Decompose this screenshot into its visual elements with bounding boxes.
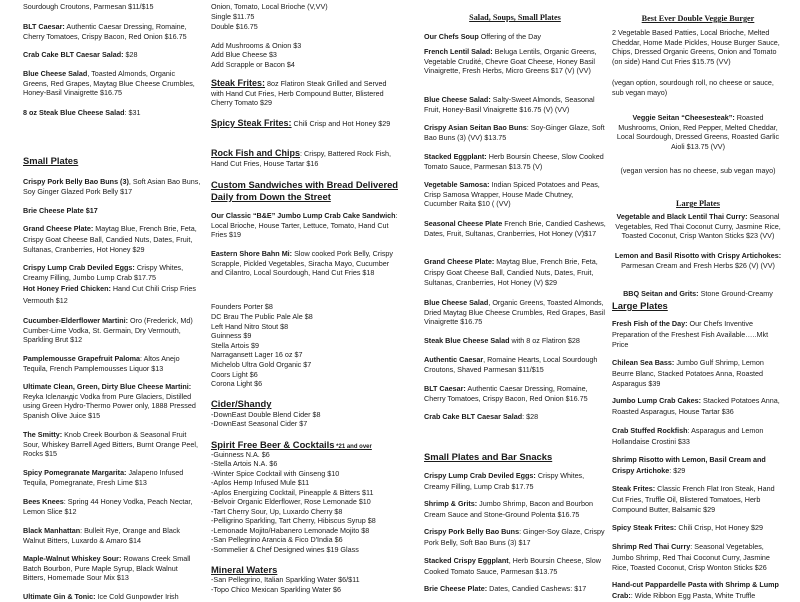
menu-item-description: Crispy Whites, Creamy Filling, Lump Crab $17.75 [424, 471, 585, 491]
menu-item-description: Offering of the Day [478, 32, 541, 41]
section-heading [211, 179, 401, 202]
section-heading-text: Mineral Waters [211, 564, 278, 575]
menu-item-description: : $28 [522, 412, 539, 421]
menu-item-description: Rowans Creek Small Batch Bourbon, Pure Maple Syrup, Black Walnut Bitters, Homemade Sour Mix $13 [23, 554, 191, 583]
menu-item-description: 8oz Flatiron Steak Grilled and Served with Hand Cut Fries, Herb Compound Butter, Blistered Cherry Tomato $29 [211, 79, 387, 108]
menu-line: -Stella Artois N.A. $6 [211, 459, 278, 468]
menu-column-1 [23, 0, 201, 600]
menu-item-name: Chilean Sea Bass: [612, 358, 675, 367]
section-heading-text: Small Plates and Bar Snacks [424, 451, 553, 462]
menu-item-name: Spicy Pomegranate Margarita: [23, 468, 127, 477]
menu-item-description: Stacked Potatoes Anna, Roasted Asparagus, House Tartar $36 [612, 396, 780, 416]
menu-item [424, 298, 606, 327]
menu-item-name: French Lentil Salad: [424, 47, 493, 56]
menu-item [23, 497, 201, 516]
menu-line: Add Blue Cheese $3 [211, 50, 277, 59]
menu-item-description: Jumbo Shrimp, Bacon and Bourbon Cream Sauce and Stone-Ground Polenta $16.75 [424, 499, 593, 519]
menu-item [23, 206, 201, 216]
menu-line: Corona Light $6 [211, 379, 263, 388]
menu-item [424, 384, 606, 403]
menu-item-description: , Soft Asian Bao Buns, Soy Ginger Glazed Pork Belly $17 [23, 177, 201, 196]
menu-item [612, 358, 784, 390]
menu-line: Stella Artois $9 [211, 341, 259, 350]
menu-item-description: Jalapeno Infused Tequila, Pomegranate, Fresh Lime $13 [23, 468, 184, 487]
menu-item-description: : Bulleit Rye, Orange and Black Walnut Bitters, Luxardo & Amaro $14 [23, 526, 181, 545]
menu-item [612, 396, 784, 417]
menu-item-description: : Spring 44 Honey Vodka, Peach Nectar, Lemon Slice $12 [23, 497, 193, 516]
menu-line: -San Pellegrino Arancia & Fico D'India $6 [211, 535, 343, 544]
menu-item [612, 484, 784, 516]
menu-item-description: Knob Creek Bourbon & Seasonal Fruit Sour, Whiskey Barrell Aged Bitters, Burnt Orange Peel, Rocks $15 [23, 430, 198, 459]
menu-item [424, 527, 606, 548]
menu-item-description: with 8 oz Flatiron $28 [509, 336, 580, 345]
menu-item-name: Steak Blue Cheese Salad [424, 336, 510, 345]
menu-item-description: Slow cooked Pork Belly, Crispy Scrapple, Pickled Vegetables, Siracha Mayo, Cucumber and Cilantro, Local Sourdough, Hand Cut Fries $18 [211, 249, 394, 278]
menu-item-description: Crispy Whites, Creamy Filling, Jumbo Lump Crab $17.75 [23, 263, 184, 282]
menu-item-description: Reyka Icleландic Vodka from Pure Glaciers, Distilled using Green Hydro-Thermo Power only, 1888 Pressed Spanish Olive Juice $15 [23, 391, 196, 421]
menu-item-description: , Toasted Almonds, Organic Greens, Red Grapes, Maytag Blue Cheese Crumbles, Honey-Basil Vinaigrette $16.75 [23, 69, 195, 98]
menu-item-name: Maple-Walnut Whiskey Sour: [23, 554, 122, 563]
menu-item-name: Blue Cheese Salad: [424, 95, 491, 104]
menu-item-name: Crispy Asian Seitan Bao Buns [424, 123, 527, 132]
menu-item [23, 382, 201, 421]
menu-line: Single $11.75 [211, 12, 255, 21]
menu-item-name: Jumbo Lump Crab Cakes: [612, 396, 702, 405]
menu-item [23, 354, 201, 373]
menu-line: Onion, Tomato, Local Brioche (V,VV) [211, 2, 328, 11]
menu-item-description: Authentic Caesar Dressing, Romaine, Cherry Tomatoes, Crispy Bacon, Red Onion $16.75 [23, 22, 187, 41]
menu-item-description: Salty-Sweet Almonds, Seasonal Fruit, Honey-Basil Vinaigrette $16.75 (V) (VV) [424, 95, 595, 114]
section-title: Large Plates [676, 199, 720, 208]
menu-item-name: Seasonal Cheese Plate [424, 219, 503, 228]
menu-item-description: , Herb Boursin Cheese, Slow Cooked Tomato Sauce, Parmesan $13.75 [424, 556, 601, 576]
menu-item-description: Stone Ground-Creamy [698, 289, 773, 298]
menu-item-name: Black Manhattan [23, 526, 81, 535]
menu-item-description: : Ginger-Soy Glaze, Crispy Pork Belly, Soft Bao Buns (3) $17 [424, 527, 605, 547]
section-heading-text: Cider/Shandy [211, 398, 272, 409]
menu-item [424, 471, 606, 492]
menu-line: -Aplos Energizing Cocktail, Pineapple & Bitters $11 [211, 488, 374, 497]
menu-column-3 [424, 0, 606, 600]
section-heading [211, 564, 401, 576]
menu-item-description: Maytag Blue, French Brie, Feta, Crispy Goat Cheese Ball, Candied Nuts, Dates, Fruit, Sultanas, Cranberries, Hot Honey $29 [23, 224, 197, 255]
menu-item-name: Crispy Lump Crab Deviled Eggs: [23, 263, 135, 272]
section-title: Best Ever Double Veggie Burger [641, 14, 755, 23]
menu-item [424, 180, 606, 209]
menu-item [23, 526, 201, 545]
menu-item-name: Crispy Lump Crab Deviled Eggs: [424, 471, 536, 480]
menu-item-description: Roasted Mushrooms, Onion, Red Pepper, Melted Cheddar, Local Sourdough, Dressed Greens, Roasted Garlic Aioli $13.75 (VV) [616, 113, 780, 152]
menu-item-name: Fresh Fish of the Day: [612, 319, 688, 328]
menu-item [424, 32, 606, 42]
menu-item [424, 47, 606, 76]
menu-item-name: Bees Knees [23, 497, 64, 506]
menu-item [23, 284, 201, 294]
menu-item-description: : Soy-Ginger Glaze, Soft Bao Buns (3) (VV) $13.75 [424, 123, 605, 142]
menu-item-description: Herb Boursin Cheese, Slow Cooked Tomato Sauce, Parmesan $13.75 (V) [424, 152, 604, 171]
menu-item-description: French Brie, Candied Cashews, Dates, Fruit, Sultanas, Cranberries, Hot Honey (V)$17 [424, 219, 606, 238]
menu-item [612, 542, 784, 574]
menu-column-4 [612, 0, 784, 600]
menu-item-name: Blue Cheese Salad [23, 69, 88, 78]
menu-item [424, 584, 606, 595]
menu-item-name: Pamplemousse Grapefruit Paloma [23, 354, 141, 363]
menu-line: (vegan option, sourdough roll, no cheese or sauce, sub vegan mayo) [612, 78, 774, 97]
menu-item-name: Rock Fish and Chips [211, 148, 301, 158]
section-heading [612, 300, 784, 312]
menu-item-name: Crab Cake BLT Caesar Salad: [23, 50, 124, 59]
menu-item-name: BBQ Seitan and Grits: [623, 289, 699, 298]
age-note: *21 and over [334, 444, 372, 450]
section-heading [211, 398, 401, 410]
menu-item-name: Eastern Shore Bahn Mi: [211, 249, 293, 258]
menu-item-name: Our Classic “B&E” Jumbo Lump Crab Cake Sandwich [211, 211, 396, 220]
menu-item-name: Crab Cake BLT Caesar Salad [424, 412, 523, 421]
menu-line: -Lemonade Mojito/Habanero Lemonade Mojito $8 [211, 526, 370, 535]
menu-item-description: Classic French Flat Iron Steak, Hand Cut Fries, Truffle Oil, Blistered Tomatoes, Herb Compound Butter, Balsamic $29 [612, 484, 775, 515]
menu-item [424, 499, 606, 520]
menu-item-name: Ultimate Gin & Tonic: [23, 592, 96, 601]
menu-line: Guinness $9 [211, 331, 252, 340]
menu-line: Add Scrapple or Bacon $4 [211, 60, 295, 69]
menu-item-name: Authentic Caesar [424, 355, 484, 364]
menu-line: Michelob Ultra Gold Organic $7 [211, 360, 312, 369]
menu-item-description: : Wide Ribbon Egg Pasta, White Truffle [630, 590, 756, 600]
menu-item-description: : Altos Anejo Tequila, French Pamplemousses Liquor $13 [23, 354, 180, 373]
menu-item-name: Brie Cheese Plate: [424, 584, 488, 593]
menu-item-description: : $29 [669, 465, 686, 475]
menu-item [612, 523, 784, 534]
section-heading-text: Large Plates [612, 300, 668, 311]
menu-item [23, 177, 201, 196]
menu-item [23, 554, 201, 583]
menu-line: Vermouth $12 [23, 296, 68, 305]
menu-item [612, 212, 784, 241]
menu-item-name: Brie Cheese Plate $17 [23, 206, 98, 215]
menu-line: Founders Porter $8 [211, 302, 273, 311]
menu-item-name: Spicy Steak Frites: [211, 118, 292, 128]
menu-item-description: : Seasonal Vegetables, Jumbo Shrimp, Red Thai Coconut Curry, Jasmine Rice, Toasted Coconut, Crisp Wonton Sticks $26 [612, 542, 770, 573]
menu-line: -Belvoir Organic Elderflower, Rose Lemonade $10 [211, 497, 371, 506]
menu-item-description: Jumbo Gulf Shrimp, Lemon Beurre Blanc, Stacked Potatoes Anna, Roasted Asparagus $39 [612, 358, 764, 389]
menu-item-name: Steak Frites: [211, 78, 266, 88]
menu-item [211, 211, 401, 240]
menu-line: -Topo Chico Mexican Sparkling Water $6 [211, 585, 341, 594]
menu-line: Coors Light $6 [211, 370, 258, 379]
menu-item [612, 580, 784, 601]
menu-item [612, 113, 784, 152]
menu-item [23, 263, 201, 282]
menu-item [424, 152, 606, 171]
menu-item-name: BLT Caesar: [23, 22, 65, 31]
menu-item [424, 412, 606, 422]
menu-item-description: Beluga Lentils, Organic Greens, Vegetable Crudité, Chevre Goat Cheese, Honey Basil Vinaigrette, Fresh Herbs, Micro Greens $17 (V) (VV) [424, 47, 597, 76]
menu-item-name: Vegetable and Black Lentil Thai Curry: [616, 212, 748, 221]
menu-item-name: Shrimp & Grits: [424, 499, 478, 508]
menu-line: (vegan version has no cheese, sub vegan mayo) [620, 166, 776, 175]
menu-item [23, 50, 201, 60]
menu-item-name: Lemon and Basil Risotto with Crispy Artichokes: [614, 251, 782, 260]
menu-item-name: Spicy Steak Frites: [612, 523, 677, 532]
menu-item-description: Maytag Blue, French Brie, Feta, Crispy Goat Cheese Ball, Candied Nuts, Dates, Fruit, Sultanas, Cranberries, Hot Honey (V) $29 [424, 257, 598, 288]
menu-item [23, 468, 201, 487]
menu-item [612, 289, 784, 299]
menu-line: Narragansett Lager 16 oz $7 [211, 350, 303, 359]
menu-item-description: , Organic Greens, Toasted Almonds, Dried Maytag Blue Cheese Crumbles, Red Grapes, Basil Vinaigrette $16.75 [424, 298, 605, 327]
menu-item-name: Ultimate Clean, Green, Dirty Blue Cheese Martini: [23, 382, 192, 391]
menu-item [211, 79, 401, 108]
menu-item [211, 249, 401, 278]
section-title: Salad, Soups, Small Plates [469, 13, 561, 22]
section-heading-text: Spirit Free Beer & Cocktails [211, 439, 335, 450]
menu-item [424, 556, 606, 577]
menu-item-name: Veggie Seitan “Cheesesteak”: [632, 113, 735, 122]
menu-item [23, 22, 201, 41]
menu-item [424, 95, 606, 114]
menu-item-name: Stacked Eggplant: [424, 152, 487, 161]
menu-item-description: , Romaine Hearts, Local Sourdough Croutons, Shaved Parmesan $11/$15 [424, 355, 598, 374]
menu-item-description: Hand Cut Chili Crisp Fries [110, 284, 196, 293]
menu-item-description: Our Chefs Inventive Preparation of the Freshest Fish Available…..Mkt Price [612, 319, 769, 350]
section-heading [23, 155, 201, 167]
menu-item [612, 455, 784, 476]
menu-line: -DownEast Double Blend Cider $8 [211, 410, 321, 419]
menu-item [424, 355, 606, 374]
menu-item [23, 430, 201, 459]
section-heading-text: Custom Sandwiches with Bread Delivered Daily from Down the Street [211, 179, 399, 202]
menu-item [612, 426, 784, 447]
menu-item-description: Parmesan Cream and Fresh Herbs $26 (V) (VV) [621, 260, 775, 270]
menu-item [424, 257, 606, 289]
menu-item-description: Ice Cold Gunpowder Irish [95, 592, 179, 601]
menu-item-name: The Smitty: [23, 430, 63, 439]
menu-item-name: Cucumber-Elderflower Martini: [23, 316, 129, 325]
menu-line: Left Hand Nitro Stout $8 [211, 322, 289, 331]
menu-line: -Pelligrino Sparkling, Tart Cherry, Hibiscus Syrup $8 [211, 516, 376, 525]
menu-item-name: Crispy Pork Belly Bao Buns [424, 527, 520, 536]
menu-item-name: Hand-cut Pappardelle Pasta with Shrimp & Lump Crab: [612, 580, 779, 600]
menu-item-description: $28 [123, 50, 138, 59]
menu-line: -DownEast Seasonal Cider $7 [211, 419, 308, 428]
menu-item-name: Shrimp Risotto with Lemon, Basil Cream and Crispy Artichoke [612, 455, 766, 475]
menu-item-name: Crispy Pork Belly Bao Buns (3) [23, 177, 129, 186]
menu-item [23, 69, 201, 98]
menu-item-name: Vegetable Samosa: [424, 180, 490, 189]
menu-item-description: Indian Spiced Potatoes and Peas, Crisp Samosa Wrapper, House Made Chutney, Cucumber Raita $10 ( (VV) [424, 180, 600, 209]
menu-line: -Aplos Hemp Infused Mule $11 [211, 478, 310, 487]
menu-line: -San Pellegrino, Italian Sparkling Water $6/$11 [211, 575, 360, 584]
menu-line: Add Mushrooms & Onion $3 [211, 41, 302, 50]
menu-item-name: BLT Caesar: [424, 384, 466, 393]
menu-line: 2 Vegetable Based Patties, Local Brioche, Melted Cheddar, Home Made Pickles, House Burger Sauce, Chips, Dressed Organic Greens, Onion and Tomato (on side) Hand Cut Fries $15.75 (VV) [612, 28, 780, 67]
menu-item-description: Chili Crisp and Hot Honey $29 [291, 119, 391, 128]
menu-line: DC Brau The Public Pale Ale $8 [211, 312, 313, 321]
menu-item-name: Blue Cheese Salad [424, 298, 489, 307]
menu-item-name: Crab Stuffed Rockfish [612, 426, 688, 435]
menu-item-name: Steak Frites: [612, 484, 656, 493]
menu-item-name: 8 oz Steak Blue Cheese Salad [23, 108, 125, 117]
menu-item-description: Oro (Frederick, Md) Cumber-Lime Vodka, St. Germain, Dry Vermouth, Sparkling Brut $12 [23, 316, 193, 345]
menu-item-description: Authentic Caesar Dressing, Romaine, Cherry Tomatoes, Crispy Bacon, Red Onion $16.75 [424, 384, 588, 403]
menu-item-name: Our Chefs Soup [424, 32, 479, 41]
section-heading [424, 451, 606, 463]
menu-column-2 [211, 0, 401, 600]
menu-line: -Sommelier & Chef Designed wines $19 Glass [211, 545, 359, 554]
menu-line: -Guinness N.A. $6 [211, 450, 270, 459]
section-heading-text: Small Plates [23, 155, 79, 166]
menu-line: -Tart Cherry Sour, Up, Luxardo Cherry $8 [211, 507, 343, 516]
menu-item-description: : Local Brioche, House Tarter, Lettuce, Tomato, Hand Cut Fries $19 [211, 211, 398, 240]
menu-item [612, 251, 784, 270]
menu-line: Double $16.75 [211, 22, 258, 31]
menu-item-name: Shrimp Red Thai Curry [612, 542, 691, 551]
menu-item-name: Grand Cheese Plate: [424, 257, 495, 266]
menu-item [211, 149, 401, 168]
menu-item-description: : $31 [124, 108, 141, 117]
menu-item [424, 336, 606, 346]
menu-item [424, 219, 606, 238]
menu-item-description: Seasonal Vegetables, Red Thai Coconut Curry, Jasmine Rice, Toasted Coconut, Crisp Wanton Sticks $23 (VV) [615, 212, 781, 241]
menu-item-description: Dates, Candied Cashews: $17 [487, 584, 587, 593]
menu-item-name: Hot Honey Fried Chicken: [23, 284, 111, 293]
menu-item [23, 592, 201, 602]
menu-item [23, 108, 201, 118]
menu-line: Sourdough Croutons, Parmesan $11/$15 [23, 2, 154, 11]
menu-item [424, 123, 606, 142]
menu-item-description: : Crispy, Battered Rock Fish, Hand Cut Fries, House Tartar $16 [211, 149, 391, 168]
menu-item [612, 319, 784, 351]
menu-line: -Winter Spice Cocktail with Ginseng $10 [211, 469, 340, 478]
menu-item-description: Chili Crisp, Hot Honey $29 [676, 523, 764, 532]
menu-item [23, 224, 201, 256]
menu-item [211, 119, 401, 129]
menu-item-description: : Asparagus and Lemon Hollandaise Crostini $33 [612, 426, 764, 446]
menu-item-name: Stacked Crispy Eggplant [424, 556, 509, 565]
menu-item-name: Grand Cheese Plate: [23, 224, 94, 233]
menu-item [23, 316, 201, 345]
